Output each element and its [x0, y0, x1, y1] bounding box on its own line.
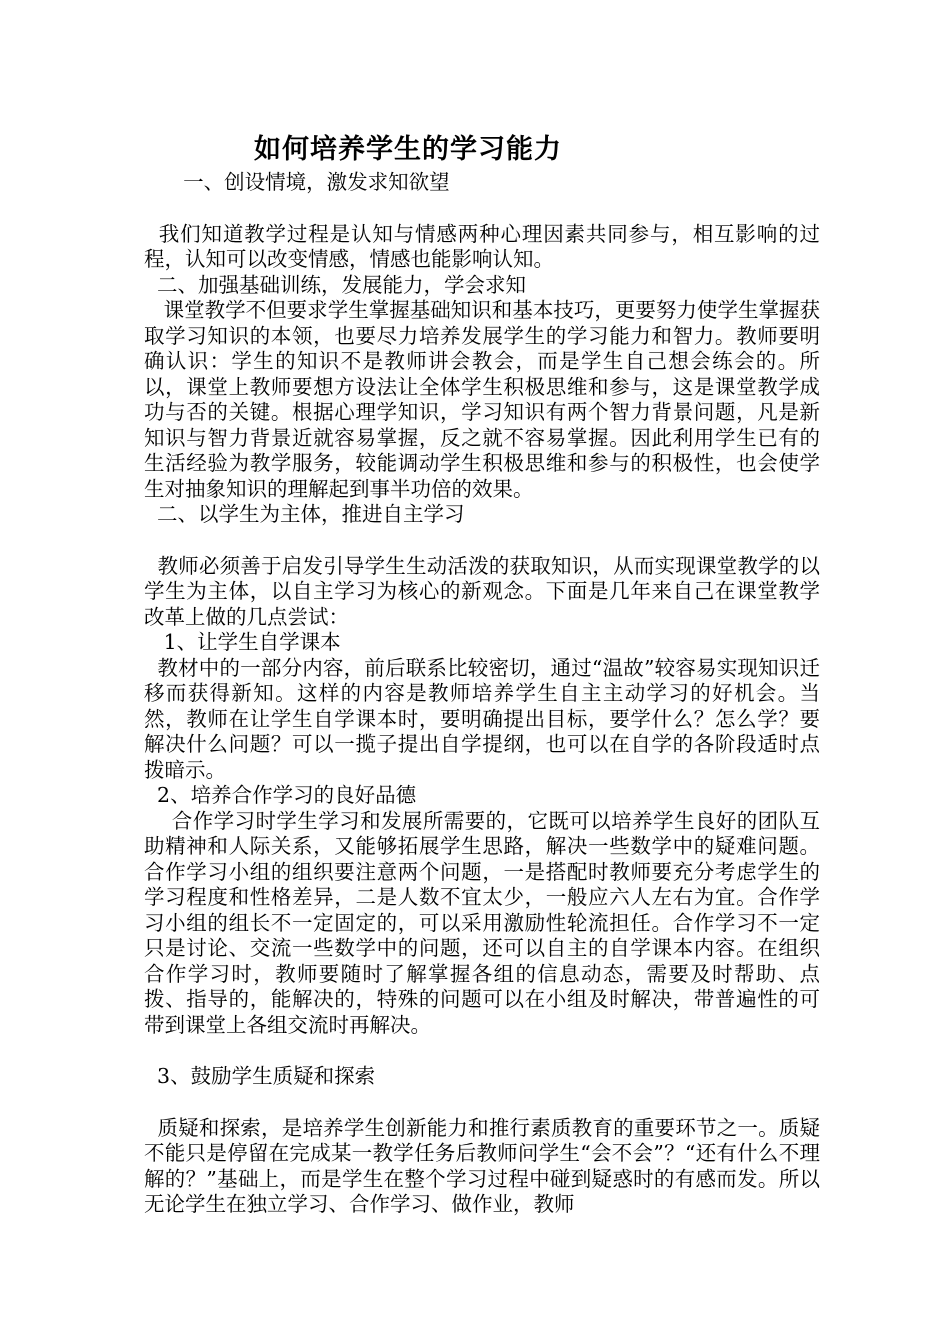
paragraph: 质疑和探索，是培养学生创新能力和推行素质教育的重要环节之一。质疑不能只是停留在完成某一教学任务后教师问学生“会不会”？“还有什么不理解的？”基础上，而是学生在整个学习过程中碰到疑惑时的有感而发。所以无论学生在独立学习、合作学习、做作业，教师 — [144, 1115, 820, 1216]
section-heading: 二、以学生为主体，推进自主学习 — [144, 502, 465, 526]
subsection-heading: 2、培养合作学习的良好品德 — [144, 783, 417, 807]
subsection-heading: 1、让学生自学课本 — [144, 630, 341, 654]
document-title: 如何培养学生的学习能力 — [254, 134, 562, 165]
paragraph: 合作学习时学生学习和发展所需要的，它既可以培养学生良好的团队互助精神和人际关系，又能够拓展学生思路，解决一些数学中的疑难问题。合作学习小组的组织要注意两个问题，一是搭配时教师要充分考虑学生的学习程度和性格差异，二是人数不宜太少，一般应六人左右为宜。合作学习小组的组长不一定固定的，可以采用激励性轮流担任。合作学习不一定只是讨论、交流一些数学中的问题，还可以自主的自学课本内容。在组织合作学习时，教师要随时了解掌握各组的信息动态，需要及时帮助、点拨、指导的，能解决的，特殊的问题可以在小组及时解决，带普遍性的可带到课堂上各组交流时再解决。 — [144, 808, 820, 1037]
paragraph: 我们知道教学过程是认知与情感两种心理因素共同参与，相互影响的过程，认知可以改变情感，情感也能影响认知。 — [144, 221, 820, 271]
paragraph: 教师必须善于启发引导学生生动活泼的获取知识，从而实现课堂教学的以学生为主体，以自主学习为核心的新观念。下面是几年来自己在课堂教学改革上做的几点尝试： — [144, 553, 820, 629]
subsection-heading: 3、鼓励学生质疑和探索 — [144, 1064, 376, 1088]
paragraph: 教材中的一部分内容，前后联系比较密切，通过“温故”较容易实现知识迁移而获得新知。这样的内容是教师培养学生自主主动学习的好机会。当然，教师在让学生自学课本时，要明确提出目标，要学什么？怎么学？要解决什么问题？可以一揽子提出自学提纲，也可以在自学的各阶段适时点拨暗示。 — [144, 655, 820, 782]
section-heading: 二、加强基础训练，发展能力，学会求知 — [144, 272, 527, 297]
paragraph: 课堂教学不但要求学生掌握基础知识和基本技巧，更要努力使学生掌握获取学习知识的本领，也要尽力培养发展学生的学习能力和智力。教师要明确认识：学生的知识不是教师讲会教会，而是学生自己想会练会的。所以，课堂上教师要想方设法让全体学生积极思维和参与，这是课堂教学成功与否的关键。根据心理学知识，学习知识有两个智力背景问题，凡是新知识与智力背景近就容易掌握，反之就不容易掌握。因此利用学生已有的生活经验为教学服务，较能调动学生积极思维和参与的积极性，也会使学生对抽象知识的理解起到事半功倍的效果。 — [144, 298, 820, 501]
document-page — [144, 130, 820, 1218]
section-heading: 一、创设情境，激发求知欲望 — [144, 170, 450, 194]
